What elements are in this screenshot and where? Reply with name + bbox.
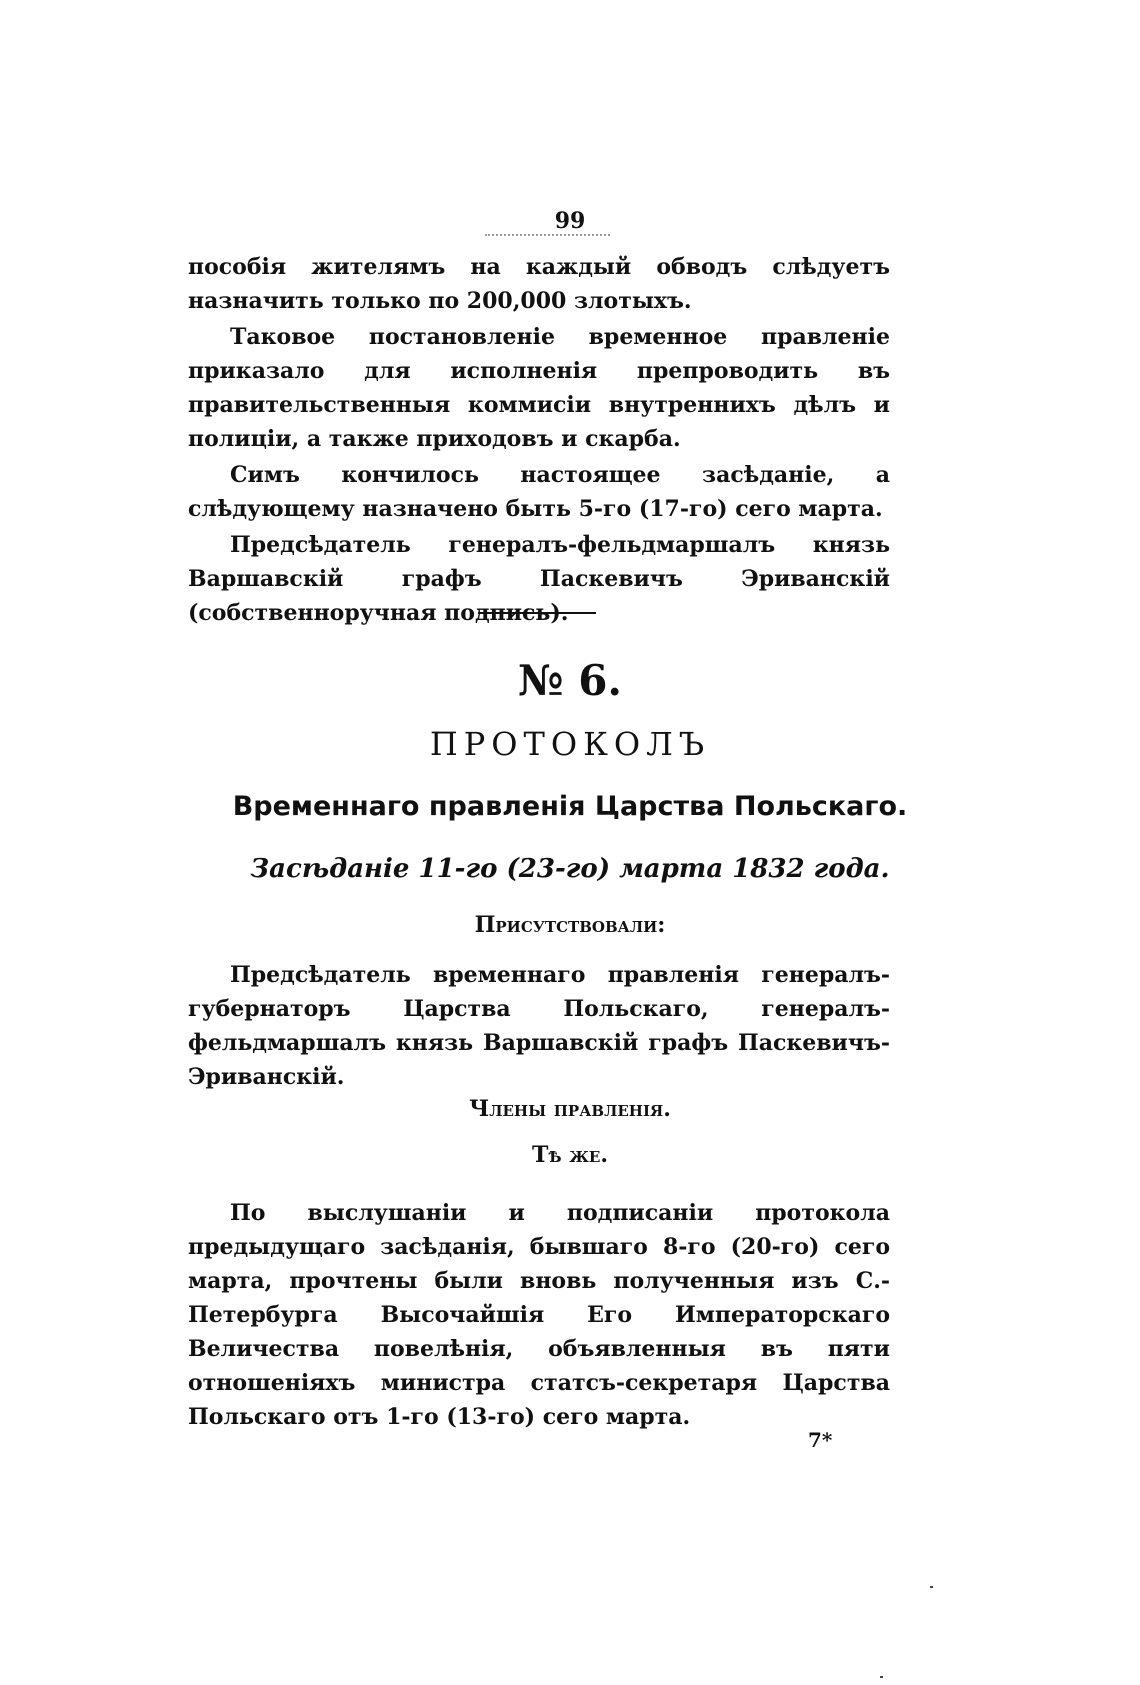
present-text: Предсѣдатель временнаго правленія генералъ-губернаторъ Царства Польскаго, генералъ-фельдмаршалъ князь Варшавскій графъ Паскевичъ-Эриванскій.: [188, 962, 890, 1090]
page-number-ornament: [485, 234, 610, 236]
page-number: 99: [554, 208, 586, 234]
body-section: [188, 1196, 890, 1434]
members-heading: Члены правленія.: [469, 1096, 671, 1122]
present-heading: Присутствовали:: [474, 912, 666, 938]
body-text: По выслушаніи и подписаніи протокола предыдущаго засѣданія, бывшаго 8-го (20-го) сего марта, прочтены были вновь полученныя изъ С.-Петербурга Высочайшія Его Императорскаго Величества повелѣнія, объявленныя въ пяти отношеніяхъ министра статсъ-секретаря Царства Польскаго отъ 1-го (13-го) сего марта.: [188, 1200, 890, 1430]
intro-paragraph: Симъ кончилось настоящее засѣданіе, а слѣдующему назначено быть 5-го (17-го) сего марта.: [188, 462, 890, 522]
document-kind: ПРОТОКОЛЪ: [429, 725, 711, 763]
section-divider: [478, 612, 596, 614]
scan-speck: [930, 1586, 933, 1588]
institution-title: Временнаго правленія Царства Польскаго.: [232, 791, 908, 822]
scan-speck: [880, 1676, 883, 1678]
members-same: Тѣ же.: [531, 1142, 608, 1168]
intro-paragraph: Предсѣдатель генералъ-фельдмаршалъ князь Варшавскій графъ Паскевичъ Эриванскій (собственноручная подпись).: [188, 532, 890, 626]
signature-mark: 7*: [808, 1428, 833, 1452]
intro-text: [188, 250, 890, 630]
session-date: Засѣданіе 11-го (23-го) марта 1832 года.: [250, 854, 890, 884]
intro-paragraph: Таковое постановленіе временное правленіе приказало для исполненія препроводить въ правительственныя коммисіи внутреннихъ дѣлъ и полиціи, а также приходовъ и скарба.: [188, 324, 890, 452]
intro-paragraph: пособія жителямъ на каждый обводъ слѣдуетъ назначить только по 200,000 злотыхъ.: [188, 254, 890, 314]
document-number: № 6.: [517, 656, 623, 705]
present-section: [188, 958, 890, 1094]
